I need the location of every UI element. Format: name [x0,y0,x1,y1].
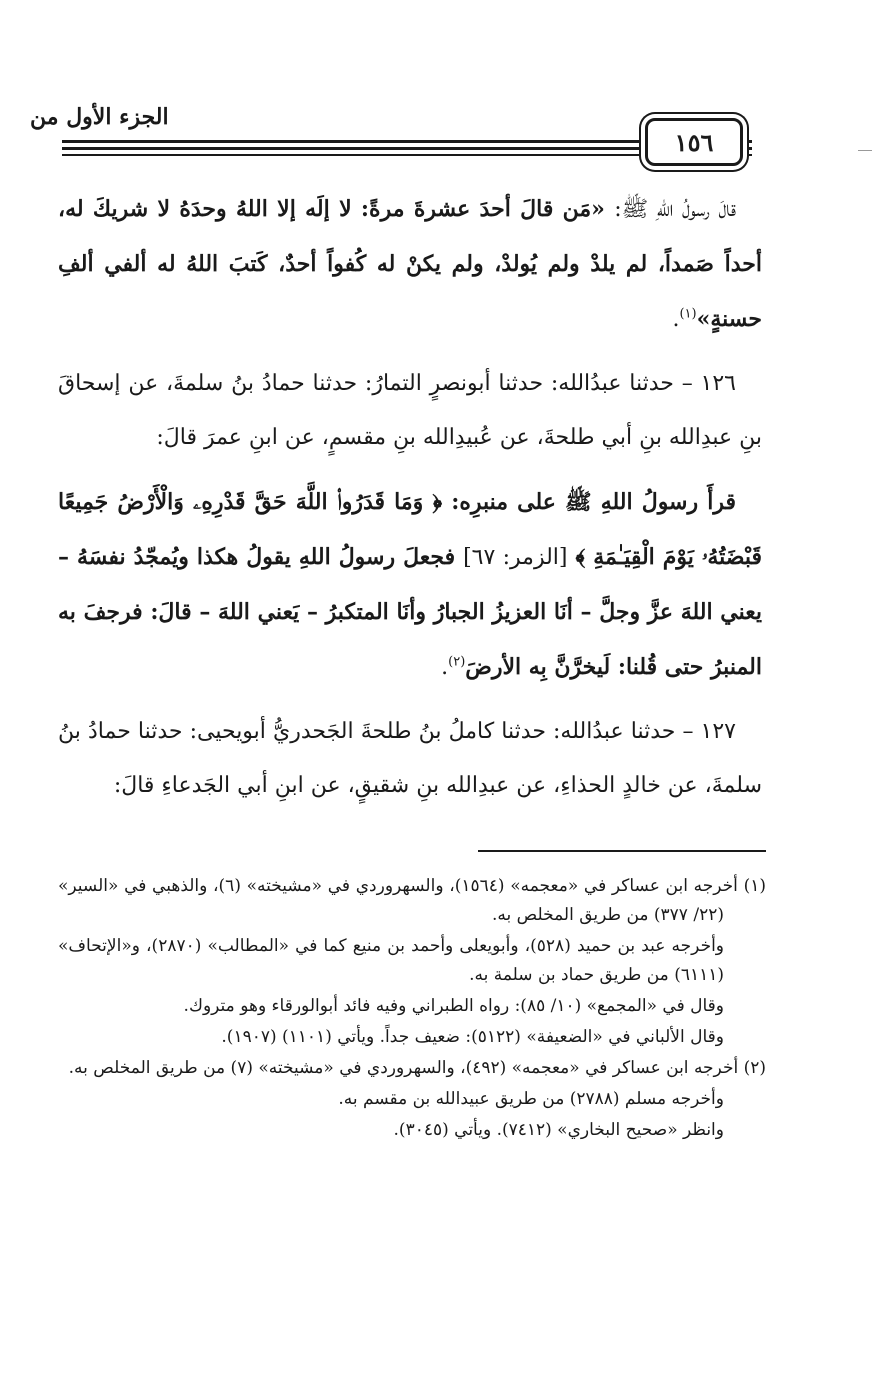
footnote-ref-1: (١) [679,306,697,322]
footnote-1: (١) أخرجه ابن عساكر في «معجمه» (١٥٦٤)، والسهروردي في «مشيخته» (٦)، والذهبي في «السير» (٢٢/ ٣٧٧) من طريق المخلص به. [58,876,766,925]
page-number-frame [645,118,743,166]
hadith-126-isnad: ١٢٦ – حدثنا عبدُالله: حدثنا أبونصرٍ التمارُ: حدثنا حمادُ بنُ سلمةَ، عن إسحاقَ بنِ عبدِالله بنِ أبي طلحةَ، عن عُبيدِالله بنِ مقسمٍ، عن ابنِ عمرَ قالَ: [58,371,762,450]
hadith-intro: قالَ رسولُ اللهِ ﷺ: [614,197,736,222]
footnote-1-line: وأخرجه عبد بن حميد (٥٢٨)، وأبويعلى وأحمد بن منيع كما في «المطالب» (٢٨٧٠)، و«الإتحاف» (٦١١١) من طريق حماد بن سلمة به. [58,936,725,985]
footnote-2-line: وانظر «صحيح البخاري» (٧٤١٢). ويأتي (٣٠٤٥). [393,1120,724,1140]
footnote-2-line: وأخرجه مسلم (٢٧٨٨) من طريق عبيدالله بن مقسم به. [338,1089,724,1109]
matn-rest: فجعلَ رسولُ اللهِ يقولُ هكذا ويُمجّدُ نفسَهُ – يعني اللهَ عزَّ وجلَّ – أنَا العزيزُ الجبارُ وأنَا المتكبرُ – يَعني اللهَ – قالَ: فرجفَ به المنبرُ حتى قُلنا: لَيخرَّنَّ بِه الأرضَ [58,544,762,680]
surah-reference: [الزمر: ٦٧] [463,545,568,570]
footnote-1-line: وقال في «المجمع» (١٠/ ٨٥): رواه الطبراني وفيه فائد أبوالورقاء وهو متروك. [183,996,724,1016]
hadith-quote: «مَن قالَ أحدَ عشرةَ مرةً: لا إلَه إلا اللهُ وحدَهُ لا شريكَ له، أحداً صَمداً، لم يلدْ ولم يُولدْ، ولم يكنْ له كُفواً أحدٌ، كَتبَ اللهُ له ألفي ألفِ حسنةٍ» [58,196,762,332]
sentence-end: . [441,655,449,680]
footnote-separator [478,850,766,852]
running-title: الجزء الأول من [30,104,169,130]
hadith-126-matn [58,475,762,695]
hadith-127-isnad: ١٢٧ – حدثنا عبدُالله: حدثنا كاملُ بنُ طلحةَ الجَحدريُّ أبويحيى: حدثنا حمادُ بنُ سلمةَ، عن خالدٍ الحذاءِ، عن عبدِالله بنِ شقيقٍ، عن ابنِ أبي الجَدعاءِ قالَ: [58,719,762,798]
footnote-ref-2: (٢) [448,654,466,670]
margin-mark [858,150,872,151]
sentence-end: . [672,307,680,332]
hadith-125-text [58,182,762,347]
matn-start: قرأَ رسولُ اللهِ ﷺ على منبرِه: [451,489,736,515]
page-number: ١٥٦ [674,127,714,157]
quran-verse: ﴿ وَمَا قَدَرُوا۟ اللَّهَ حَقَّ قَدْرِهِۦ وَالْأَرْضُ جَمِيعًا قَبْضَتُهُۥ يَوْمَ الْقِيَـٰمَةِ ﴾ [58,489,763,570]
main-text [58,182,762,823]
footnotes [58,872,766,1147]
footnote-1-line: وقال الألباني في «الضعيفة» (٥١٢٢): ضعيف جداً. ويأتي (١١٠١) (١٩٠٧). [221,1027,724,1047]
footnote-2: (٢) أخرجه ابن عساكر في «معجمه» (٤٩٢)، والسهروردي في «مشيخته» (٧) من طريق المخلص به. [68,1058,766,1078]
